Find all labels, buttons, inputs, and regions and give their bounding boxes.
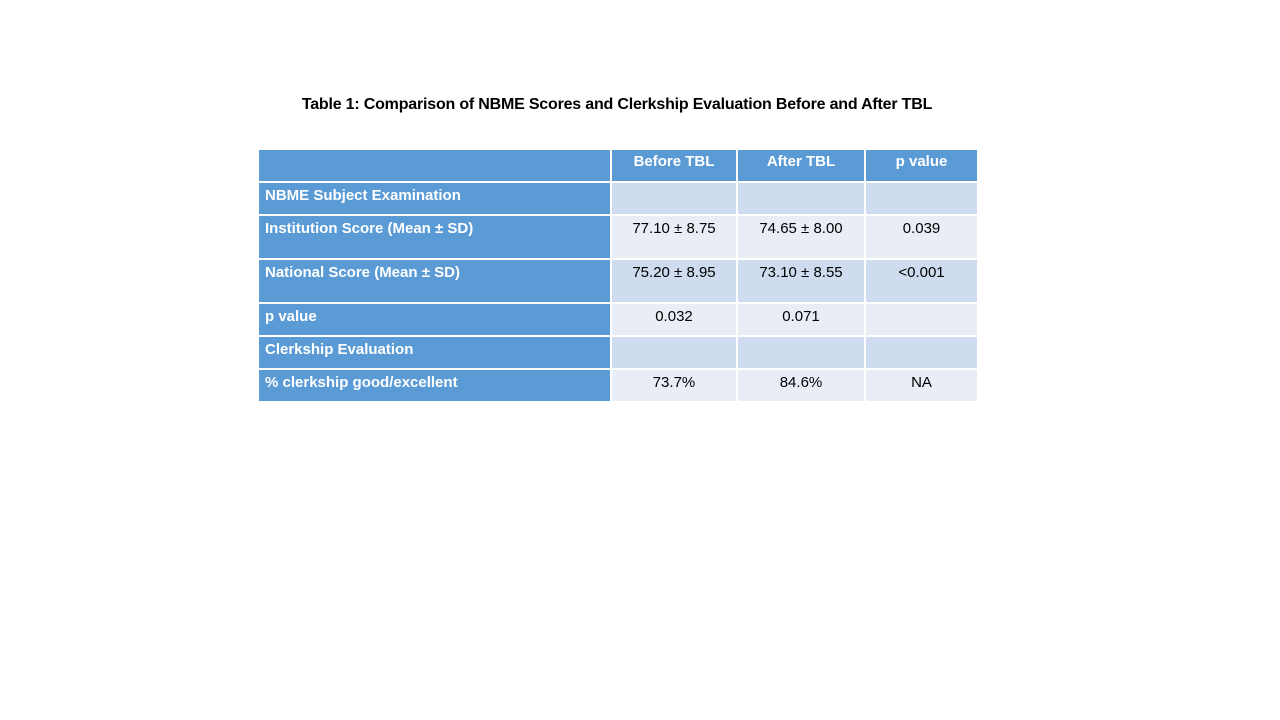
cell-before — [611, 336, 737, 369]
cell-before: 73.7% — [611, 369, 737, 402]
cell-after: 74.65 ± 8.00 — [737, 215, 865, 259]
table-row — [258, 303, 978, 336]
table-row — [258, 336, 978, 369]
header-cell-empty — [258, 149, 611, 182]
table-row — [258, 369, 978, 402]
cell-after — [737, 182, 865, 215]
row-label-clerkship-evaluation: Clerkship Evaluation — [258, 336, 611, 369]
cell-after — [737, 336, 865, 369]
cell-before — [611, 182, 737, 215]
comparison-table-container — [257, 148, 977, 403]
header-cell-after-tbl: After TBL — [737, 149, 865, 182]
table-title: Table 1: Comparison of NBME Scores and Clerkship Evaluation Before and After TBL — [301, 96, 933, 113]
cell-p-value: <0.001 — [865, 259, 978, 303]
row-label-clerkship-good-excellent: % clerkship good/excellent — [258, 369, 611, 402]
cell-p-value — [865, 182, 978, 215]
table-row — [258, 182, 978, 215]
cell-before: 0.032 — [611, 303, 737, 336]
cell-p-value: NA — [865, 369, 978, 402]
row-label-nbme-subject-examination: NBME Subject Examination — [258, 182, 611, 215]
row-label-p-value: p value — [258, 303, 611, 336]
cell-p-value: 0.039 — [865, 215, 978, 259]
cell-before: 75.20 ± 8.95 — [611, 259, 737, 303]
cell-before: 77.10 ± 8.75 — [611, 215, 737, 259]
cell-after: 0.071 — [737, 303, 865, 336]
header-cell-before-tbl: Before TBL — [611, 149, 737, 182]
cell-after: 73.10 ± 8.55 — [737, 259, 865, 303]
table-row — [258, 259, 978, 303]
row-label-institution-score: Institution Score (Mean ± SD) — [258, 215, 611, 259]
row-label-national-score: National Score (Mean ± SD) — [258, 259, 611, 303]
cell-p-value — [865, 303, 978, 336]
table-header-row — [258, 149, 978, 182]
comparison-table — [257, 148, 979, 403]
header-cell-p-value: p value — [865, 149, 978, 182]
table-row — [258, 215, 978, 259]
cell-after: 84.6% — [737, 369, 865, 402]
cell-p-value — [865, 336, 978, 369]
